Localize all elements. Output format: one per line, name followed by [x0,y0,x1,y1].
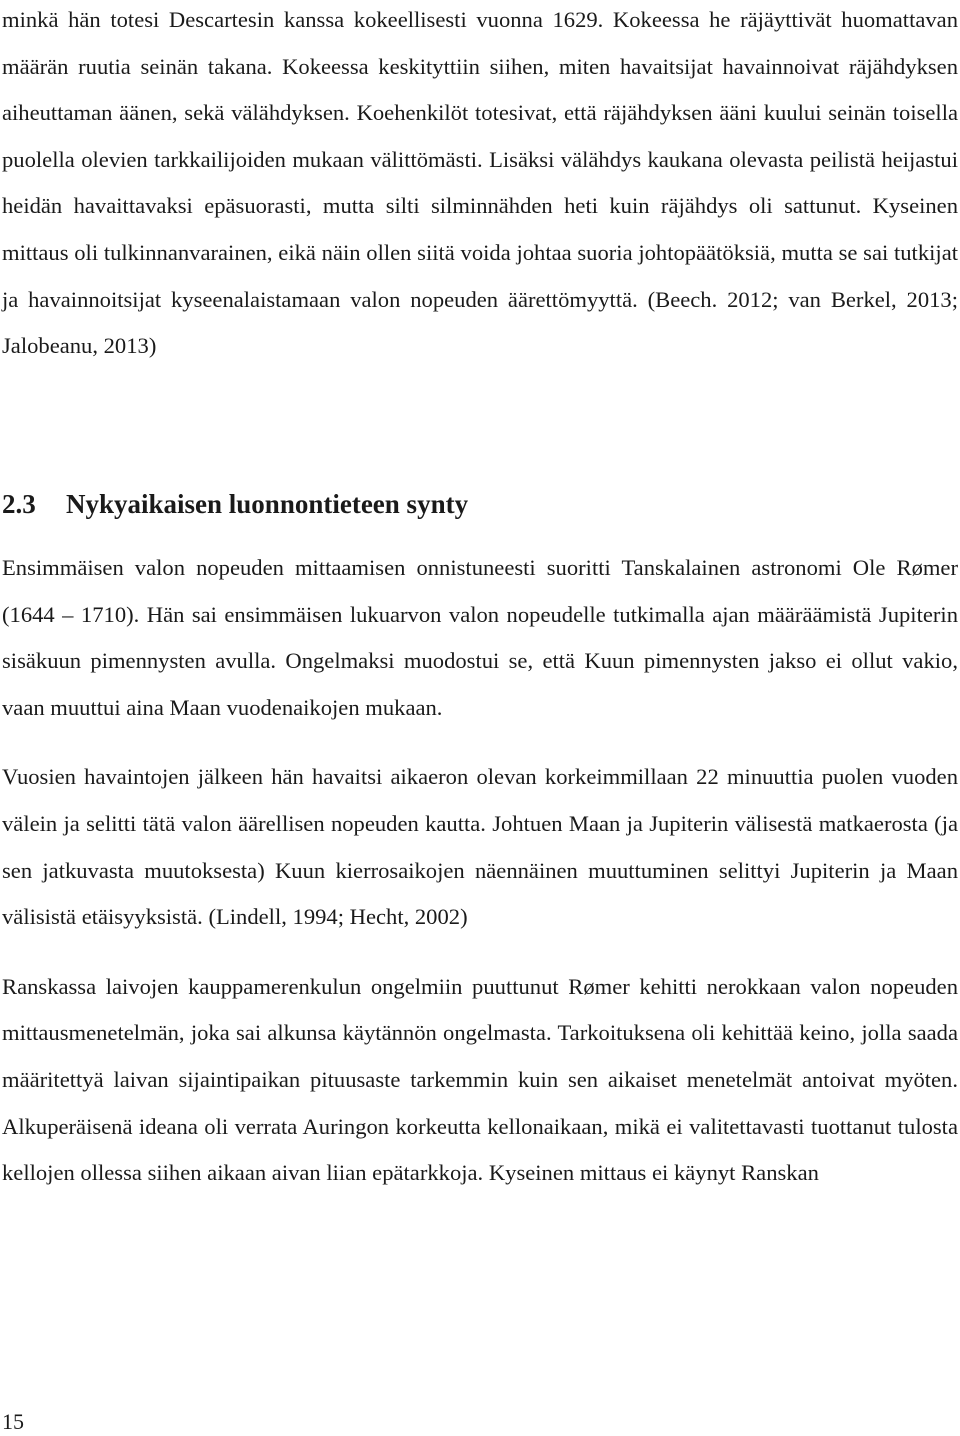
section-heading [2,484,958,524]
page-number: 15 [2,1409,24,1434]
body-paragraph: Ensimmäisen valon nopeuden mittaamisen onnistuneesti suoritti Tanskalainen astronomi Ole Rømer (1644 – 1710). Hän sai ensimmäisen lukuarvon valon nopeudelle tutkimalla ajan määräämistä Jupiterin sisäkuun pimennysten avulla. Ongelmaksi muodostui se, että Kuun pimennysten jakso ei ollut vakio, vaan muuttui aina Maan vuodenaikojen mukaan. [2,555,958,720]
body-paragraph: minkä hän totesi Descartesin kanssa kokeellisesti vuonna 1629. Kokeessa he räjäyttivät huomattavan määrän ruutia seinän takana. Kokeessa keskityttiin siihen, miten havaitsijat havainnoivat räjähdyksen aiheuttaman äänen, sekä välähdyksen. Koehenkilöt totesivat, että räjähdyksen ääni kuului seinän toisella puolella olevien tarkkailijoiden mukaan välittömästi. Lisäksi välähdys kaukana olevasta peilistä heijastui heidän havaittavaksi epäsuorasti, mutta silti silminnähden heti kuin räjähdys oli sattunut. Kyseinen mittaus oli tulkinnanvarainen, eikä näin ollen siitä voida johtaa suoria johtopäätöksiä, mutta se sai tutkijat ja havainnoitsijat kyseenalaistamaan valon nopeuden äärettömyyttä. (Beech. 2012; van Berkel, 2013; Jalobeanu, 2013) [2,7,958,359]
body-paragraph: Vuosien havaintojen jälkeen hän havaitsi aikaeron olevan korkeimmillaan 22 minuuttia puolen vuoden välein ja selitti tätä valon äärellisen nopeuden kautta. Johtuen Maan ja Jupiterin välisestä matkaerosta (ja sen jatkuvasta muutoksesta) Kuun kierrosaikojen näennäinen muuttuminen selittyi Jupiterin ja Maan välisistä etäisyyksistä. (Lindell, 1994; Hecht, 2002) [2,764,958,930]
section-title: Nykyaikaisen luonnontieteen synty [66,489,469,519]
body-paragraph: Ranskassa laivojen kauppamerenkulun ongelmiin puuttunut Rømer kehitti nerokkaan valon nopeuden mittausmenetelmän, joka sai alkunsa käytännön ongelmasta. Tarkoituksena oli kehittää keino, jolla saada määritettyä laivan sijaintipaikan pituusaste tarkemmin kuin sen aikaiset menetelmät antoivat myöten. Alkuperäisenä ideana oli verrata Auringon korkeutta kellonaikaan, mikä ei valitettavasti tuottanut tulosta kellojen ollessa siihen aikaan aivan liian epätarkkoja. Kyseinen mittaus ei käynyt Ranskan [2,973,958,1186]
section-body [2,545,958,1197]
section-text-top [2,0,958,370]
section-number: 2.3 [2,489,36,519]
